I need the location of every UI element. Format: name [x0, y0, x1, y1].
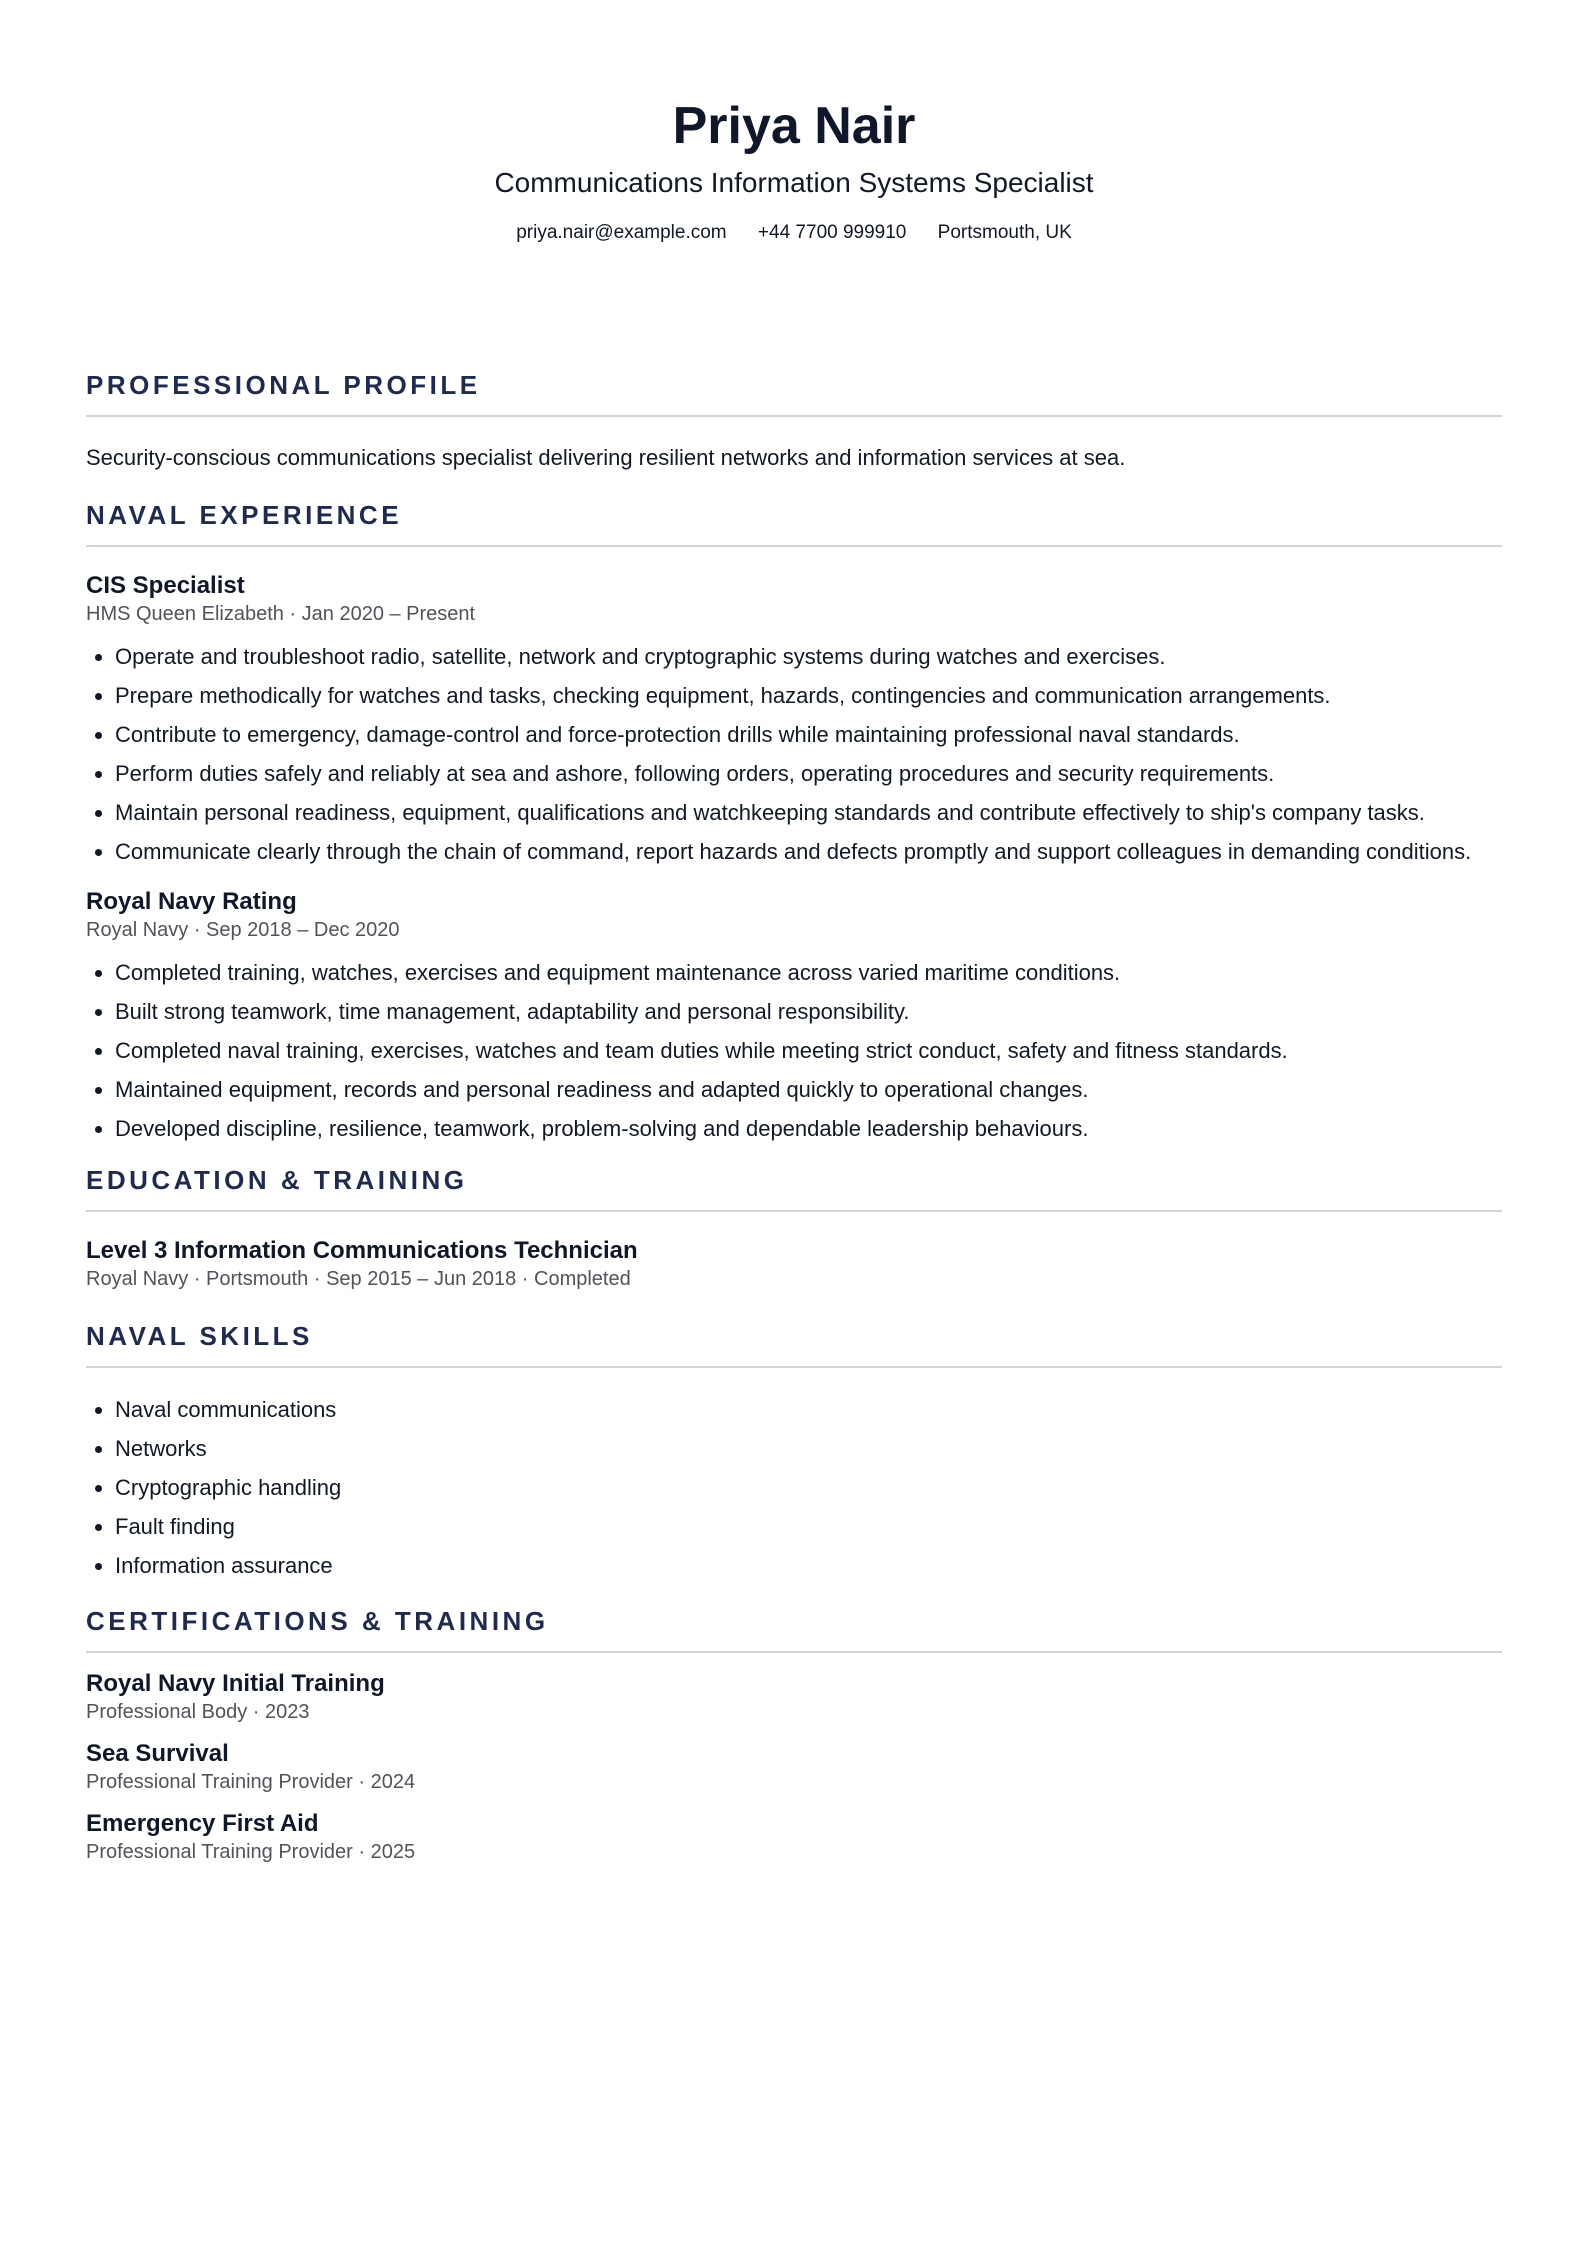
job-meta: Royal Navy · Sep 2018 – Dec 2020: [86, 919, 400, 941]
job-meta: HMS Queen Elizabeth · Jan 2020 – Present: [86, 603, 476, 625]
certification-entry: [86, 1669, 1502, 1725]
job-bullets: [86, 957, 1502, 1144]
education-entries: [86, 1212, 1502, 1292]
profile-section: [86, 369, 1502, 473]
resume-header: [86, 0, 1502, 245]
education-meta: Royal Navy · Portsmouth · Sep 2015 – Jun 2018 · Completed: [86, 1268, 631, 1290]
skill-item: • Fault finding: [115, 1511, 1502, 1542]
job-bullet: • Operate and troubleshoot radio, satellite, network and cryptographic systems during watches and exercises.: [115, 641, 1502, 672]
job-bullet: • Completed naval training, exercises, watches and team duties while meeting strict conduct, safety and fitness standards.: [115, 1035, 1502, 1066]
experience-section: [86, 499, 1502, 1144]
certifications-heading: CERTIFICATIONS & TRAINING: [86, 1605, 1502, 1653]
certification-meta: Professional Body · 2023: [86, 1701, 310, 1723]
job-bullet: • Prepare methodically for watches and tasks, checking equipment, hazards, contingencies and communication arrangements.: [115, 680, 1502, 711]
certification-title: Emergency First Aid: [86, 1810, 319, 1837]
education-title: Level 3 Information Communications Technician: [86, 1237, 638, 1264]
skills-heading: NAVAL SKILLS: [86, 1320, 1502, 1368]
contact-line: [86, 221, 1502, 245]
skills-list: [86, 1394, 1502, 1581]
job-bullet: • Contribute to emergency, damage-control and force-protection drills while maintaining professional naval standards.: [115, 719, 1502, 750]
skill-item: • Information assurance: [115, 1550, 1502, 1581]
skill-item: • Networks: [115, 1433, 1502, 1464]
job-title: Royal Navy Rating: [86, 888, 297, 915]
certification-meta: Professional Training Provider · 2024: [86, 1771, 416, 1793]
experience-entry: [86, 887, 1502, 1144]
certification-title: Sea Survival: [86, 1740, 229, 1767]
job-bullets: [86, 641, 1502, 867]
experience-entries: [86, 547, 1502, 1144]
certification-entry: [86, 1809, 1502, 1865]
job-bullet: • Developed discipline, resilience, teamwork, problem-solving and dependable leadership behaviours.: [115, 1113, 1502, 1144]
skill-item: • Naval communications: [115, 1394, 1502, 1425]
contact-location: Portsmouth, UK: [937, 222, 1072, 243]
education-entry: [86, 1236, 1502, 1292]
certification-entry: [86, 1739, 1502, 1795]
education-heading: EDUCATION & TRAINING: [86, 1164, 1502, 1212]
profile-heading: PROFESSIONAL PROFILE: [86, 369, 1502, 417]
contact-email: priya.nair@example.com: [516, 222, 727, 243]
job-bullet: • Communicate clearly through the chain of command, report hazards and defects promptly and support colleagues in demanding conditions.: [115, 836, 1502, 867]
certification-meta: Professional Training Provider · 2025: [86, 1841, 416, 1863]
job-bullet: • Built strong teamwork, time management, adaptability and personal responsibility.: [115, 996, 1502, 1027]
job-bullet: • Completed training, watches, exercises and equipment maintenance across varied maritime conditions.: [115, 957, 1502, 988]
profile-text: Security-conscious communications specialist delivering resilient networks and information services at sea.: [86, 445, 1126, 470]
candidate-name: Priya Nair: [672, 97, 916, 155]
job-bullet: • Maintain personal readiness, equipment, qualifications and watchkeeping standards and contribute effectively to ship's company tasks.: [115, 797, 1502, 828]
certification-title: Royal Navy Initial Training: [86, 1670, 385, 1697]
experience-entry: [86, 571, 1502, 867]
contact-phone: +44 7700 999910: [757, 222, 907, 243]
skill-item: • Cryptographic handling: [115, 1472, 1502, 1503]
job-bullet: • Perform duties safely and reliably at sea and ashore, following orders, operating procedures and security requirements.: [115, 758, 1502, 789]
education-section: [86, 1164, 1502, 1292]
certifications-entries: [86, 1653, 1502, 1865]
job-bullet: • Maintained equipment, records and personal readiness and adapted quickly to operational changes.: [115, 1074, 1502, 1105]
candidate-title: Communications Information Systems Specialist: [494, 167, 1094, 198]
job-title: CIS Specialist: [86, 572, 245, 599]
experience-heading: NAVAL EXPERIENCE: [86, 499, 1502, 547]
skills-section: [86, 1320, 1502, 1581]
certifications-section: [86, 1605, 1502, 1865]
